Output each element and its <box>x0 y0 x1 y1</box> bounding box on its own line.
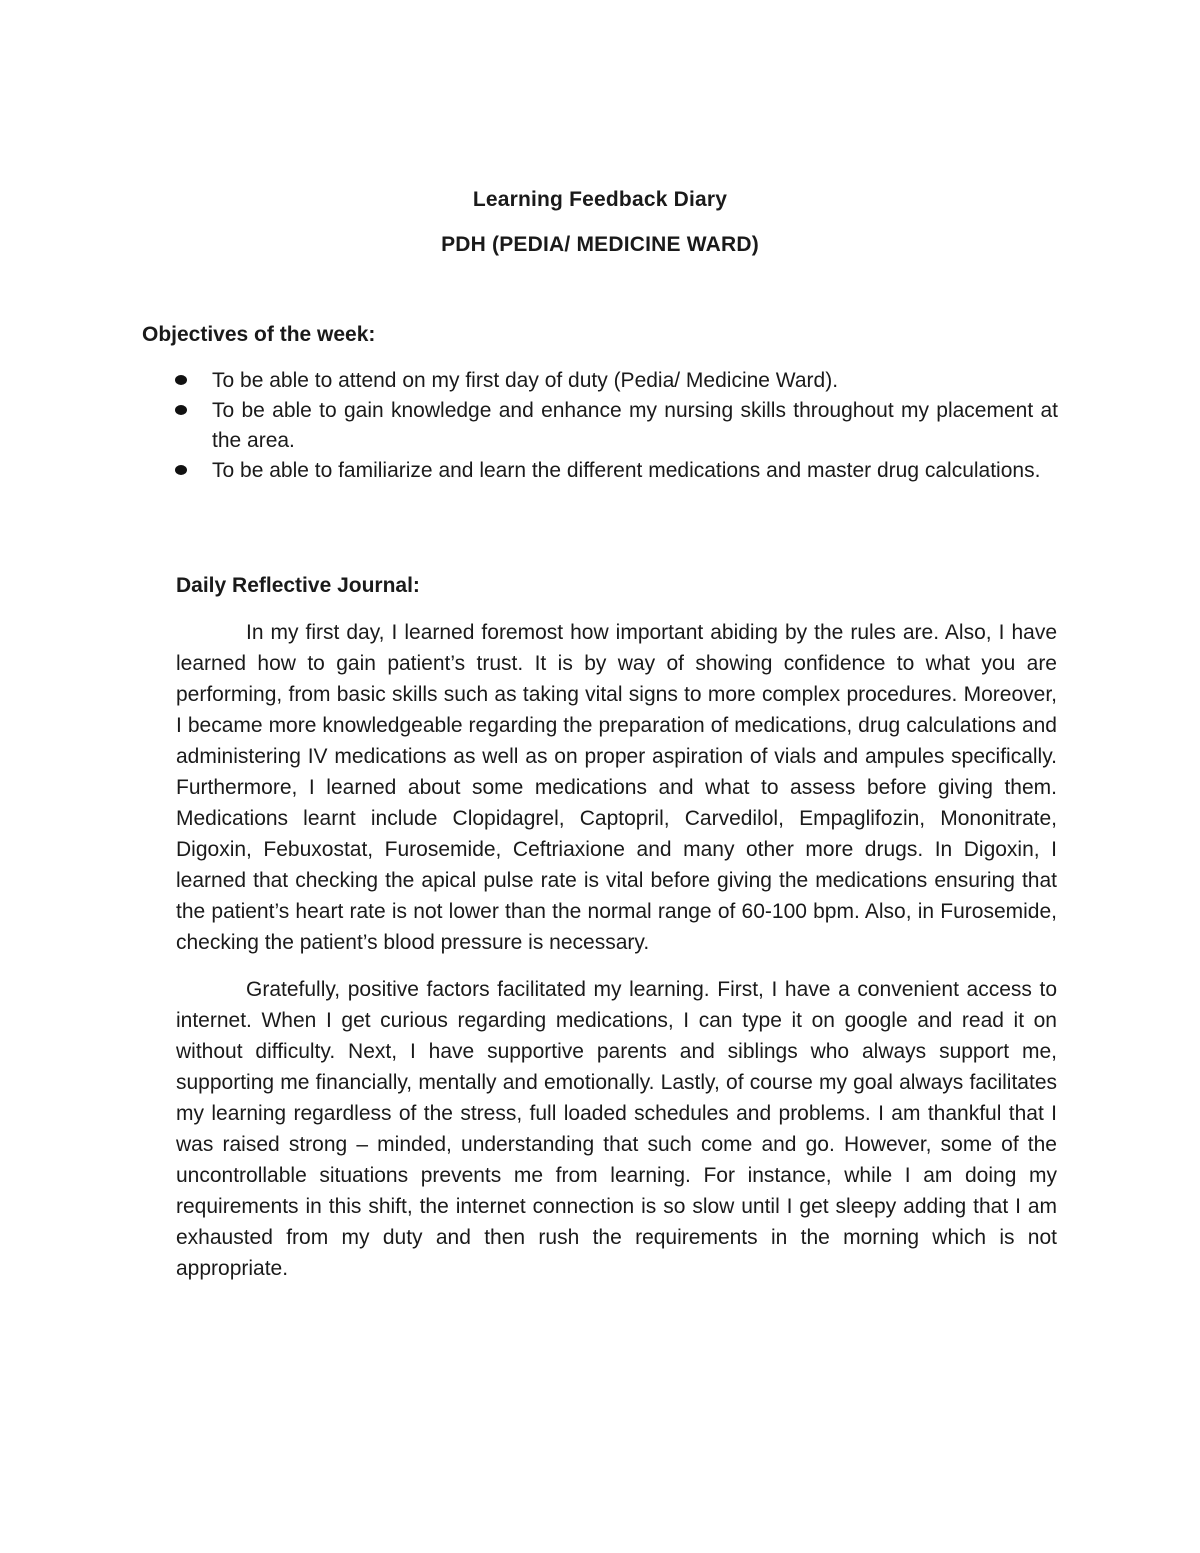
journal-paragraph: In my first day, I learned foremost how important abiding by the rules are. Also, I have learned how to gain patient’s trust. It is by way of showing confidence to what you are performing, from basic skills such as taking vital signs to more complex procedures. Moreover, I became more knowledgeable regarding the preparation of medications, drug calculations and administering IV medications as well as on proper aspiration of vials and ampules specifically. Furthermore, I learned about some medications and what to assess before giving them. Medications learnt include Clopidagrel, Captopril, Carvedilol, Empaglifozin, Mononitrate, Digoxin, Febuxostat, Furosemide, Ceftriaxione and many other more drugs. In Digoxin, I learned that checking the apical pulse rate is vital before giving the medications ensuring that the patient’s heart rate is not lower than the normal range of 60-100 bpm. Also, in Furosemide, checking the patient’s blood pressure is necessary. <box>176 621 1057 954</box>
objective-item <box>142 396 1058 456</box>
bullet-icon <box>175 375 187 385</box>
objective-text: To be able to attend on my first day of duty (Pedia/ Medicine Ward). <box>212 369 839 392</box>
bullet-icon <box>175 465 187 475</box>
bullet-icon <box>175 405 187 415</box>
journal-body <box>176 617 1057 1300</box>
objective-text: To be able to gain knowledge and enhance my nursing skills throughout my placement at the area. <box>212 399 1058 452</box>
journal-paragraph: Gratefully, positive factors facilitated my learning. First, I have a convenient access to internet. When I get curious regarding medications, I can type it on google and read it on without difficulty. Next, I have supportive parents and siblings who always support me, supporting me financially, mentally and emotionally. Lastly, of course my goal always facilitates my learning regardless of the stress, full loaded schedules and problems. I am thankful that I was raised strong – minded, understanding that such come and go. However, some of the uncontrollable situations prevents me from learning. For instance, while I am doing my requirements in this shift, the internet connection is so slow until I get sleepy adding that I am exhausted from my duty and then rush the requirements in the morning which is not appropriate. <box>176 978 1057 1280</box>
objective-text: To be able to familiarize and learn the different medications and master drug calculations. <box>212 459 1041 482</box>
document-title: Learning Feedback Diary <box>472 188 728 211</box>
objectives-list <box>142 366 1058 486</box>
objective-item <box>142 456 1058 486</box>
document-subtitle: PDH (PEDIA/ MEDICINE WARD) <box>441 233 759 256</box>
journal-heading: Daily Reflective Journal: <box>176 574 420 597</box>
objectives-heading: Objectives of the week: <box>142 323 376 346</box>
objective-item <box>142 366 1058 396</box>
